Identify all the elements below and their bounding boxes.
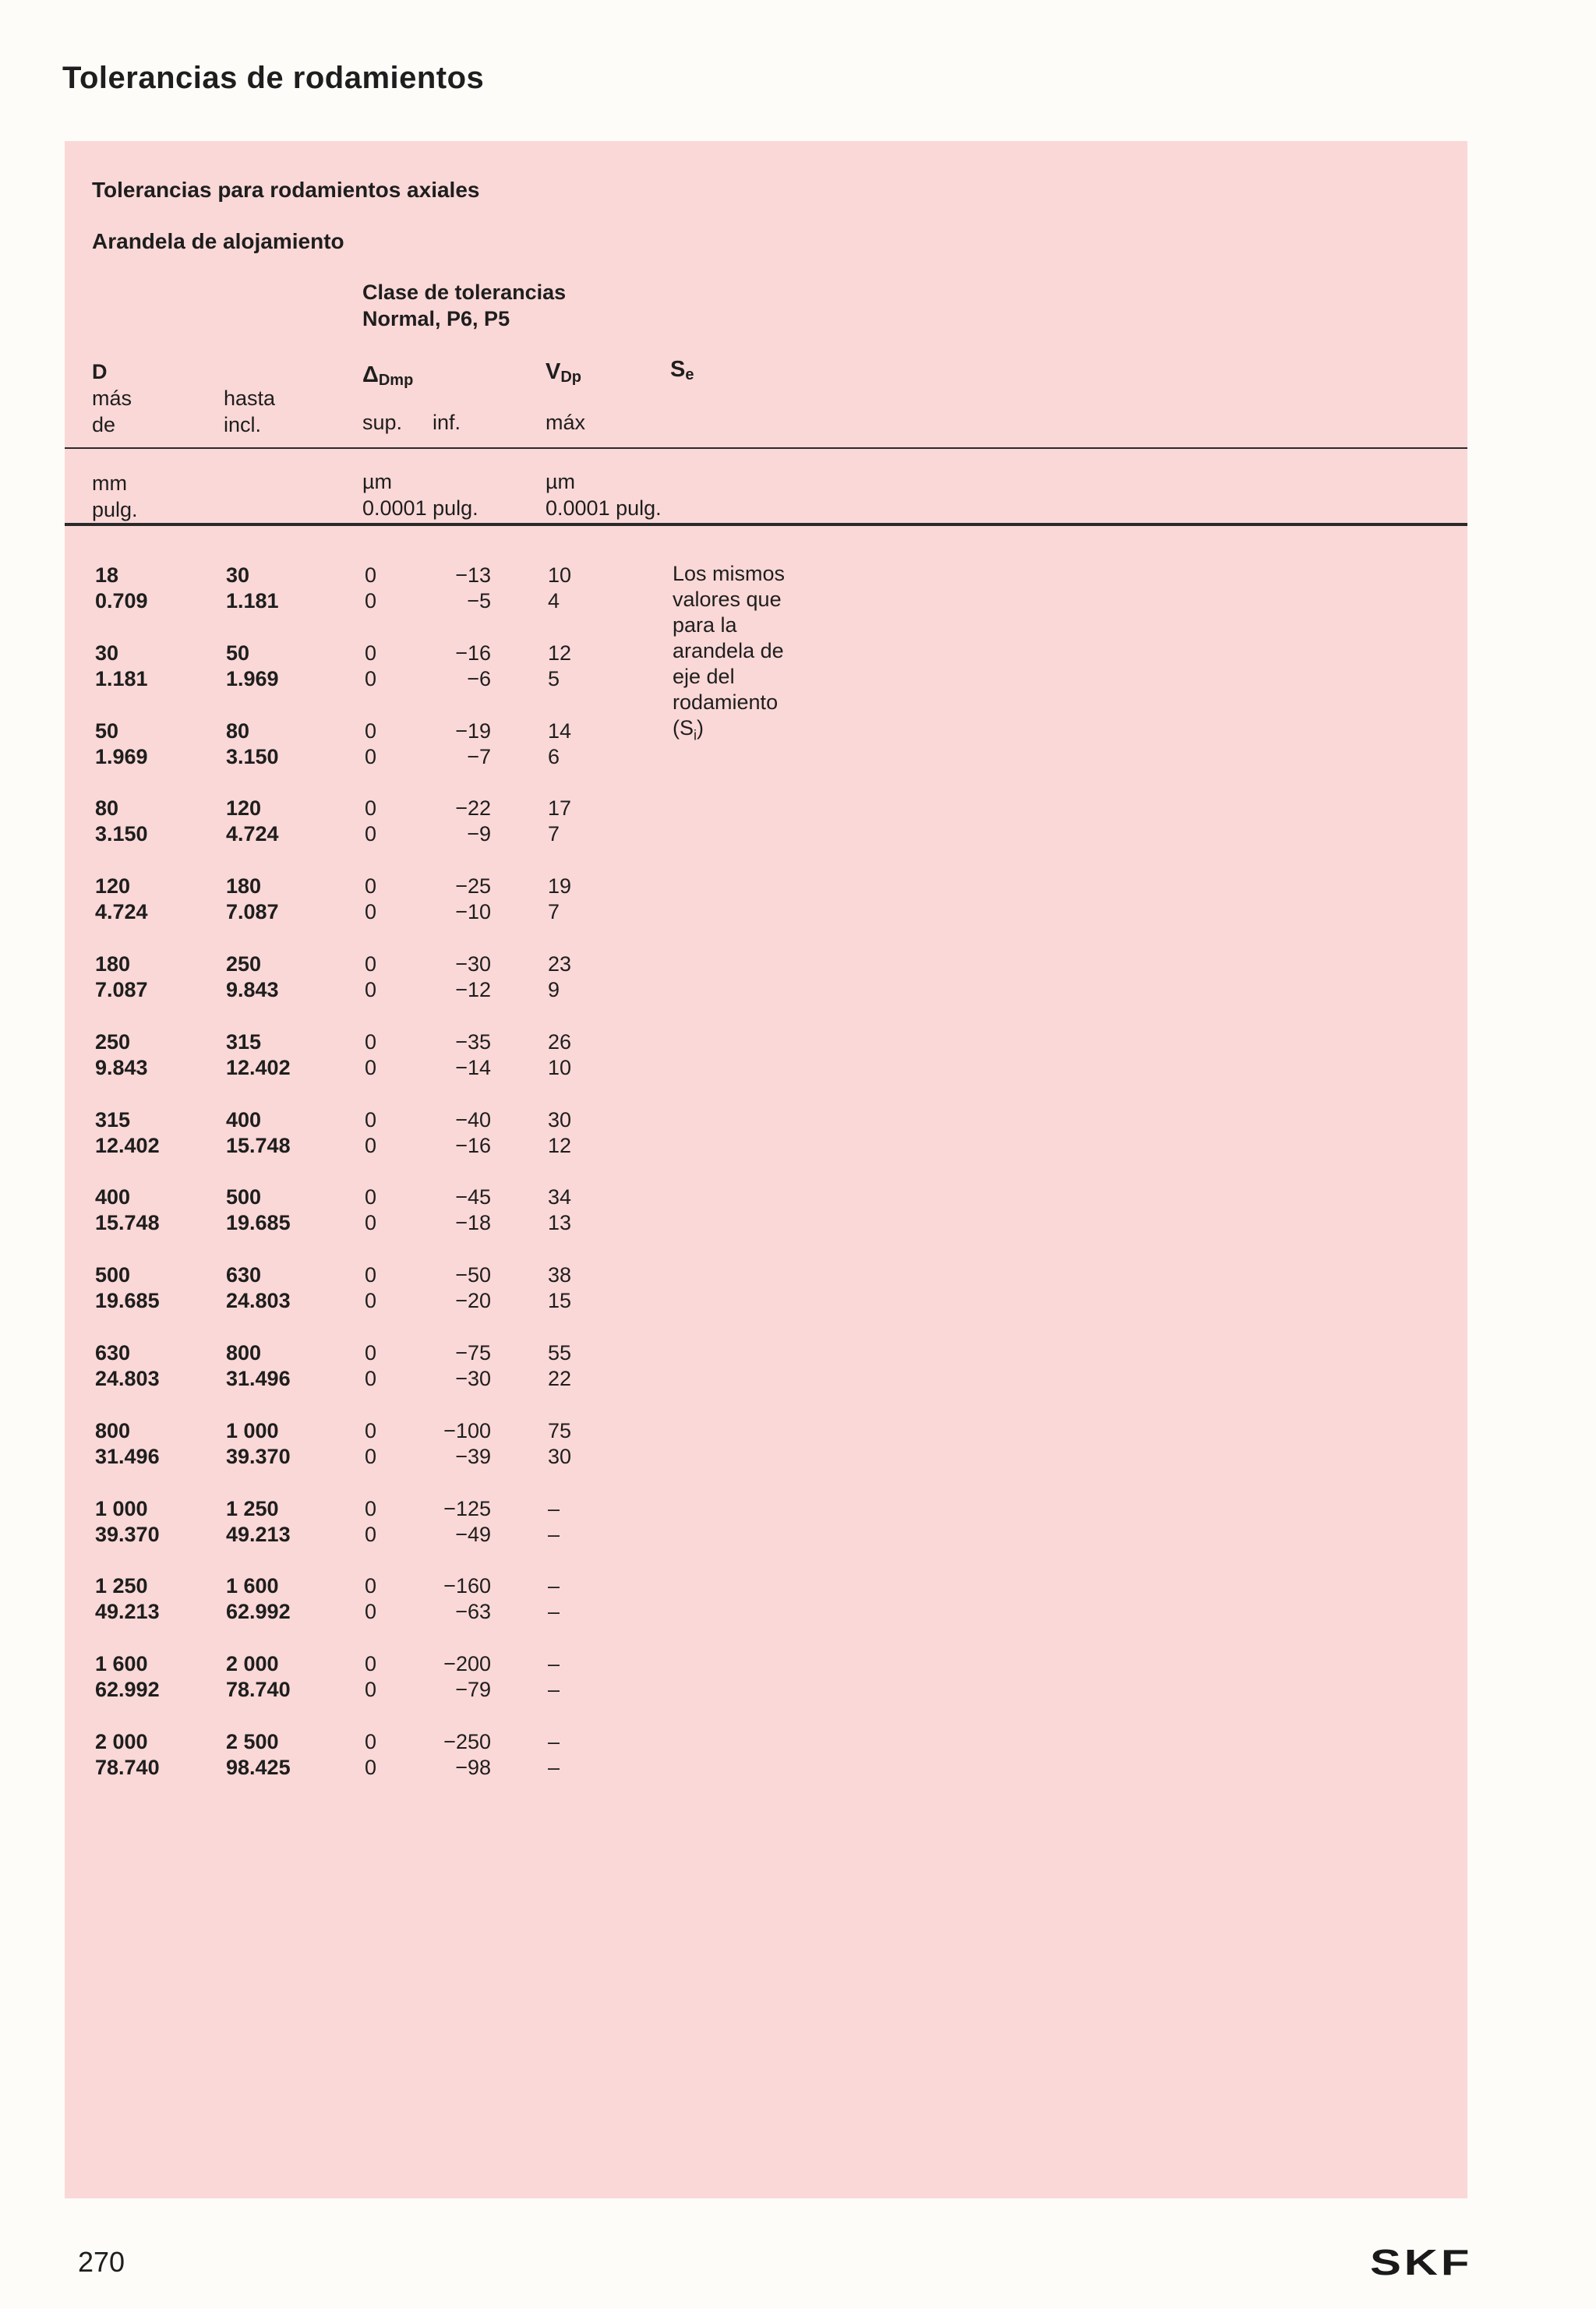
cell-mas-mm: 500 <box>95 1263 131 1287</box>
unit-pulg: pulg. <box>92 498 138 521</box>
cell-inf <box>394 1029 491 1081</box>
cell-hasta <box>226 1029 335 1081</box>
col-dmp-header: $\Delta_{Dmp}$ <box>362 362 414 389</box>
cell-inf-mm: −25 <box>455 874 491 898</box>
cell-vdp <box>548 1573 657 1625</box>
cell-sup-mm: 0 <box>365 874 377 898</box>
cell-hasta-mm: 80 <box>226 719 250 743</box>
cell-hasta-mm: 2 000 <box>226 1652 279 1675</box>
cell-inf-in: −7 <box>467 745 491 768</box>
cell-hasta-in: 49.213 <box>226 1523 291 1546</box>
tolerance-class-values: Normal, P6, P5 <box>362 307 510 330</box>
cell-vdp-in: – <box>548 1678 560 1701</box>
cell-vdp-mm: 26 <box>548 1030 572 1054</box>
cell-sup-in: 0 <box>365 1056 377 1079</box>
table-row <box>0 1107 1596 1163</box>
table-row <box>0 1651 1596 1707</box>
table-row <box>0 874 1596 930</box>
cell-sup-mm: 0 <box>365 1030 377 1054</box>
cell-sup-in: 0 <box>365 1289 377 1312</box>
cell-vdp-in: 7 <box>548 900 560 923</box>
cell-vdp-mm: 14 <box>548 719 572 743</box>
cell-hasta <box>226 563 335 614</box>
cell-vdp <box>548 1262 657 1314</box>
cell-mas-mm: 180 <box>95 952 131 976</box>
cell-hasta <box>226 1107 335 1159</box>
cell-hasta-mm: 800 <box>226 1341 262 1365</box>
cell-mas-mm: 250 <box>95 1030 131 1054</box>
table-panel <box>65 141 1467 2198</box>
cell-sup-mm: 0 <box>365 563 377 587</box>
cell-hasta-mm: 250 <box>226 952 262 976</box>
cell-sup-mm: 0 <box>365 1419 377 1442</box>
cell-mas <box>95 641 204 692</box>
cell-hasta-mm: 50 <box>226 641 250 665</box>
cell-vdp-in: 6 <box>548 745 560 768</box>
cell-inf <box>394 1573 491 1625</box>
cell-vdp-mm: 23 <box>548 952 572 976</box>
cell-mas-in: 3.150 <box>95 822 148 846</box>
cell-mas-mm: 315 <box>95 1108 131 1132</box>
cell-inf-in: −79 <box>455 1678 491 1701</box>
cell-vdp-in: 5 <box>548 667 560 690</box>
cell-mas-mm: 120 <box>95 874 131 898</box>
cell-sup-in: 0 <box>365 589 377 613</box>
col-inf-header: inf. <box>433 411 461 434</box>
se-note-line: rodamiento <box>673 690 779 714</box>
table-row <box>0 1729 1596 1785</box>
cell-hasta-in: 1.181 <box>226 589 279 613</box>
se-note-line: eje del <box>673 665 735 688</box>
cell-mas-mm: 1 600 <box>95 1652 148 1675</box>
cell-sup-in: 0 <box>365 1678 377 1701</box>
cell-sup-mm: 0 <box>365 719 377 743</box>
cell-vdp <box>548 1340 657 1392</box>
cell-hasta-in: 98.425 <box>226 1756 291 1779</box>
cell-vdp-mm: – <box>548 1574 560 1598</box>
cell-inf-in: −20 <box>455 1289 491 1312</box>
cell-hasta-mm: 1 000 <box>226 1419 279 1442</box>
cell-hasta-mm: 315 <box>226 1030 262 1054</box>
cell-sup-mm: 0 <box>365 1574 377 1598</box>
cell-vdp-mm: 19 <box>548 874 572 898</box>
cell-vdp <box>548 1496 657 1548</box>
table-row <box>0 1418 1596 1474</box>
cell-inf <box>394 718 491 770</box>
cell-hasta-mm: 400 <box>226 1108 262 1132</box>
cell-mas-mm: 400 <box>95 1185 131 1209</box>
cell-hasta <box>226 951 335 1003</box>
cell-hasta <box>226 796 335 847</box>
cell-inf <box>394 1262 491 1314</box>
cell-sup-in: 0 <box>365 1134 377 1157</box>
cell-vdp <box>548 1651 657 1703</box>
cell-hasta <box>226 1340 335 1392</box>
cell-sup-mm: 0 <box>365 1108 377 1132</box>
cell-mas <box>95 718 204 770</box>
se-note-line: arandela de <box>673 639 784 662</box>
cell-sup-in: 0 <box>365 745 377 768</box>
cell-mas-mm: 1 000 <box>95 1497 148 1520</box>
cell-inf-mm: −19 <box>455 719 491 743</box>
se-note-line: para la <box>673 613 737 637</box>
cell-inf-in: −39 <box>455 1445 491 1468</box>
cell-inf-mm: −50 <box>455 1263 491 1287</box>
cell-inf-in: −30 <box>455 1367 491 1390</box>
cell-sup-in: 0 <box>365 822 377 846</box>
cell-mas-mm: 2 000 <box>95 1730 148 1753</box>
cell-hasta-mm: 1 250 <box>226 1497 279 1520</box>
cell-mas <box>95 1029 204 1081</box>
cell-hasta <box>226 1418 335 1470</box>
se-note <box>673 561 844 748</box>
cell-sup-in: 0 <box>365 1523 377 1546</box>
se-note-ref: $(S_i)$ <box>673 716 704 743</box>
cell-inf-mm: −40 <box>455 1108 491 1132</box>
col-incl-header: incl. <box>224 413 262 436</box>
cell-sup-in: 0 <box>365 1600 377 1623</box>
unit-dmp-pulg: 0.0001 pulg. <box>362 496 478 520</box>
cell-hasta <box>226 1729 335 1781</box>
cell-inf-mm: −75 <box>455 1341 491 1365</box>
cell-vdp <box>548 1729 657 1781</box>
cell-hasta-in: 62.992 <box>226 1600 291 1623</box>
cell-inf-mm: −125 <box>443 1497 491 1520</box>
cell-hasta-mm: 500 <box>226 1185 262 1209</box>
col-vdp-header: $V_{Dp}$ <box>546 359 582 386</box>
cell-vdp <box>548 641 657 692</box>
cell-vdp-mm: 12 <box>548 641 572 665</box>
cell-vdp-in: – <box>548 1600 560 1623</box>
cell-inf-in: −14 <box>455 1056 491 1079</box>
cell-inf <box>394 1107 491 1159</box>
cell-inf <box>394 1729 491 1781</box>
cell-vdp-in: 15 <box>548 1289 572 1312</box>
cell-mas-in: 1.969 <box>95 745 148 768</box>
cell-inf-in: −98 <box>455 1756 491 1779</box>
cell-inf-in: −16 <box>455 1134 491 1157</box>
skf-logo: SKF <box>1370 2242 1473 2283</box>
cell-vdp-mm: – <box>548 1730 560 1753</box>
cell-hasta-in: 24.803 <box>226 1289 291 1312</box>
cell-inf <box>394 874 491 925</box>
cell-inf-mm: −100 <box>443 1419 491 1442</box>
cell-sup-mm: 0 <box>365 796 377 820</box>
cell-vdp-in: 13 <box>548 1211 572 1234</box>
cell-mas-in: 49.213 <box>95 1600 160 1623</box>
cell-vdp-mm: 30 <box>548 1108 572 1132</box>
cell-vdp-mm: 34 <box>548 1185 572 1209</box>
col-max-header: máx <box>546 411 586 434</box>
cell-sup-mm: 0 <box>365 1185 377 1209</box>
page-number: 270 <box>78 2246 125 2278</box>
units-divider <box>65 523 1467 526</box>
cell-inf-in: −18 <box>455 1211 491 1234</box>
cell-vdp-in: 4 <box>548 589 560 613</box>
cell-inf-mm: −200 <box>443 1652 491 1675</box>
cell-inf-mm: −160 <box>443 1574 491 1598</box>
cell-hasta-in: 1.969 <box>226 667 279 690</box>
cell-inf-in: −6 <box>467 667 491 690</box>
cell-mas-mm: 80 <box>95 796 119 820</box>
cell-hasta <box>226 1651 335 1703</box>
cell-inf-in: −5 <box>467 589 491 613</box>
cell-inf-in: −12 <box>455 978 491 1001</box>
cell-mas-in: 31.496 <box>95 1445 160 1468</box>
cell-mas-in: 78.740 <box>95 1756 160 1779</box>
page-title: Tolerancias de rodamientos <box>62 61 485 95</box>
cell-vdp <box>548 796 657 847</box>
cell-mas <box>95 1185 204 1236</box>
cell-vdp-in: 10 <box>548 1056 572 1079</box>
cell-mas <box>95 1496 204 1548</box>
cell-hasta-in: 12.402 <box>226 1056 291 1079</box>
cell-inf-in: −9 <box>467 822 491 846</box>
table-row <box>0 796 1596 852</box>
cell-mas <box>95 874 204 925</box>
cell-inf-mm: −250 <box>443 1730 491 1753</box>
cell-sup-mm: 0 <box>365 1341 377 1365</box>
cell-vdp <box>548 1029 657 1081</box>
col-d-header: D <box>92 360 108 383</box>
cell-mas-mm: 30 <box>95 641 119 665</box>
cell-vdp-in: 7 <box>548 822 560 846</box>
cell-mas <box>95 796 204 847</box>
table-row <box>0 1262 1596 1319</box>
cell-hasta <box>226 1262 335 1314</box>
cell-vdp-mm: 10 <box>548 563 572 587</box>
cell-mas <box>95 1262 204 1314</box>
cell-hasta-in: 19.685 <box>226 1211 291 1234</box>
cell-sup-in: 0 <box>365 900 377 923</box>
cell-hasta-mm: 1 600 <box>226 1574 279 1598</box>
cell-vdp <box>548 874 657 925</box>
cell-sup-in: 0 <box>365 978 377 1001</box>
cell-vdp <box>548 563 657 614</box>
unit-vdp-pulg: 0.0001 pulg. <box>546 496 662 520</box>
cell-mas <box>95 1729 204 1781</box>
cell-vdp-mm: – <box>548 1497 560 1520</box>
cell-sup-in: 0 <box>365 667 377 690</box>
cell-hasta-in: 7.087 <box>226 900 279 923</box>
cell-sup-mm: 0 <box>365 1730 377 1753</box>
cell-hasta-in: 3.150 <box>226 745 279 768</box>
col-de-header: de <box>92 413 116 436</box>
cell-vdp <box>548 1185 657 1236</box>
cell-hasta <box>226 641 335 692</box>
cell-mas-mm: 18 <box>95 563 119 587</box>
cell-inf <box>394 1340 491 1392</box>
cell-vdp <box>548 951 657 1003</box>
cell-inf <box>394 563 491 614</box>
unit-mm: mm <box>92 471 127 495</box>
cell-sup-in: 0 <box>365 1211 377 1234</box>
cell-hasta-in: 9.843 <box>226 978 279 1001</box>
cell-inf <box>394 1651 491 1703</box>
cell-vdp <box>548 1418 657 1470</box>
cell-hasta <box>226 718 335 770</box>
cell-hasta-mm: 2 500 <box>226 1730 279 1753</box>
cell-hasta-mm: 630 <box>226 1263 262 1287</box>
table-row <box>0 1185 1596 1241</box>
cell-mas-in: 12.402 <box>95 1134 160 1157</box>
cell-hasta <box>226 1185 335 1236</box>
cell-mas-mm: 800 <box>95 1419 131 1442</box>
col-sup-header: sup. <box>362 411 403 434</box>
table-heading: Tolerancias para rodamientos axiales <box>92 178 480 202</box>
cell-mas <box>95 951 204 1003</box>
cell-vdp-mm: 75 <box>548 1419 572 1442</box>
unit-dmp-um: µm <box>362 470 393 493</box>
cell-hasta-mm: 180 <box>226 874 262 898</box>
cell-inf-in: −49 <box>455 1523 491 1546</box>
cell-mas <box>95 1107 204 1159</box>
cell-mas-in: 62.992 <box>95 1678 160 1701</box>
cell-inf-in: −63 <box>455 1600 491 1623</box>
cell-inf <box>394 641 491 692</box>
cell-sup-mm: 0 <box>365 1497 377 1520</box>
cell-inf-mm: −13 <box>455 563 491 587</box>
cell-mas-mm: 630 <box>95 1341 131 1365</box>
cell-hasta-in: 31.496 <box>226 1367 291 1390</box>
col-se-header: $S_e$ <box>670 357 694 383</box>
cell-mas-in: 4.724 <box>95 900 148 923</box>
cell-mas <box>95 1573 204 1625</box>
cell-vdp-in: 30 <box>548 1445 572 1468</box>
col-hasta-header: hasta <box>224 387 276 410</box>
cell-mas-in: 0.709 <box>95 589 148 613</box>
cell-sup-in: 0 <box>365 1445 377 1468</box>
cell-mas-in: 1.181 <box>95 667 148 690</box>
cell-inf-mm: −30 <box>455 952 491 976</box>
cell-vdp-mm: 55 <box>548 1341 572 1365</box>
table-row <box>0 1029 1596 1086</box>
cell-hasta-mm: 30 <box>226 563 250 587</box>
table-row <box>0 1340 1596 1396</box>
cell-hasta-in: 78.740 <box>226 1678 291 1701</box>
cell-inf-mm: −16 <box>455 641 491 665</box>
cell-inf-mm: −35 <box>455 1030 491 1054</box>
cell-inf-mm: −45 <box>455 1185 491 1209</box>
cell-hasta-in: 39.370 <box>226 1445 291 1468</box>
se-note-line: valores que <box>673 588 782 611</box>
cell-inf <box>394 951 491 1003</box>
col-mas-header: más <box>92 387 132 410</box>
cell-inf-in: −10 <box>455 900 491 923</box>
cell-hasta-in: 15.748 <box>226 1134 291 1157</box>
cell-vdp <box>548 1107 657 1159</box>
cell-sup-in: 0 <box>365 1756 377 1779</box>
cell-inf <box>394 796 491 847</box>
cell-hasta <box>226 1573 335 1625</box>
cell-mas-mm: 1 250 <box>95 1574 148 1598</box>
cell-hasta <box>226 1496 335 1548</box>
cell-vdp-mm: 38 <box>548 1263 572 1287</box>
header-divider <box>65 447 1467 449</box>
cell-mas-in: 19.685 <box>95 1289 160 1312</box>
tolerance-class-label: Clase de tolerancias <box>362 281 567 304</box>
cell-hasta-mm: 120 <box>226 796 262 820</box>
cell-mas-in: 9.843 <box>95 1056 148 1079</box>
cell-mas-mm: 50 <box>95 719 119 743</box>
cell-vdp-in: 22 <box>548 1367 572 1390</box>
cell-mas-in: 7.087 <box>95 978 148 1001</box>
unit-vdp-um: µm <box>546 470 576 493</box>
cell-vdp <box>548 718 657 770</box>
cell-mas <box>95 1340 204 1392</box>
cell-hasta <box>226 874 335 925</box>
cell-vdp-mm: – <box>548 1652 560 1675</box>
cell-sup-in: 0 <box>365 1367 377 1390</box>
cell-mas <box>95 1651 204 1703</box>
cell-vdp-in: 9 <box>548 978 560 1001</box>
cell-sup-mm: 0 <box>365 641 377 665</box>
cell-inf-mm: −22 <box>455 796 491 820</box>
table-subheading: Arandela de alojamiento <box>92 229 344 253</box>
cell-inf <box>394 1496 491 1548</box>
cell-vdp-in: 12 <box>548 1134 572 1157</box>
cell-inf <box>394 1418 491 1470</box>
cell-mas-in: 39.370 <box>95 1523 160 1546</box>
se-note-line: Los mismos <box>673 562 786 585</box>
table-row <box>0 1573 1596 1629</box>
cell-sup-mm: 0 <box>365 1263 377 1287</box>
cell-hasta-in: 4.724 <box>226 822 279 846</box>
cell-mas-in: 15.748 <box>95 1211 160 1234</box>
cell-sup-mm: 0 <box>365 952 377 976</box>
cell-inf <box>394 1185 491 1236</box>
cell-sup-mm: 0 <box>365 1652 377 1675</box>
cell-vdp-in: – <box>548 1756 560 1779</box>
cell-mas-in: 24.803 <box>95 1367 160 1390</box>
cell-vdp-mm: 17 <box>548 796 572 820</box>
cell-vdp-in: – <box>548 1523 560 1546</box>
cell-mas <box>95 563 204 614</box>
cell-mas <box>95 1418 204 1470</box>
table-row <box>0 951 1596 1008</box>
table-row <box>0 1496 1596 1552</box>
